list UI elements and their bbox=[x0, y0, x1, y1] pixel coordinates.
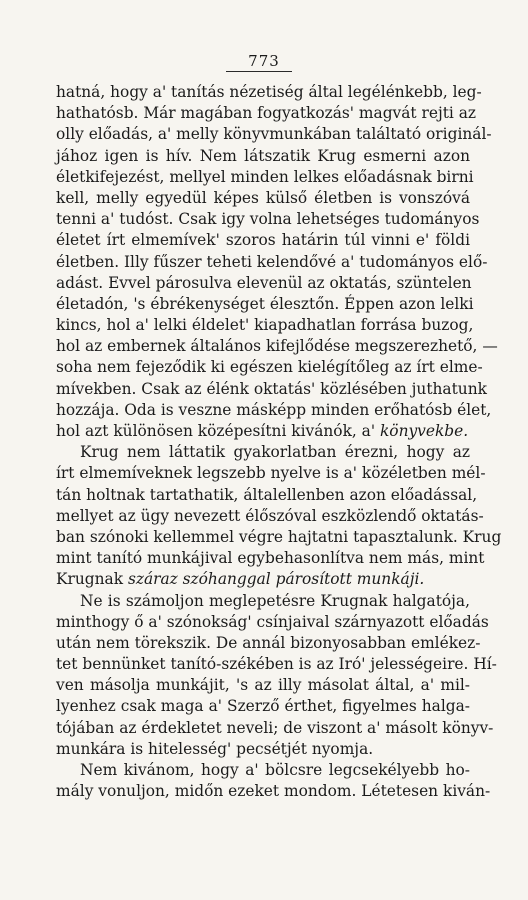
text-line-content: életet írt elmemívek' szoros határin túl vinni e' földi bbox=[56, 231, 470, 250]
text-line-content: életben. Illy fűszer teheti kelendővé a' tudományos elő- bbox=[56, 252, 488, 271]
text-line bbox=[56, 421, 470, 442]
text-line bbox=[56, 124, 492, 145]
body-text bbox=[56, 82, 502, 802]
text-line-content: hathatósb. Már magában fogyatkozás' magvát rejti az bbox=[56, 104, 477, 123]
text-line-content: után nem törekszik. De annál bizonyosabban emlékez- bbox=[56, 633, 481, 652]
text-line-content: munkára is hitelesség' pecsétjét nyomja. bbox=[56, 739, 374, 758]
text-line-content: olly előadás, a' melly könyvmunkában találtató originál- bbox=[56, 125, 492, 144]
text-line bbox=[56, 336, 498, 357]
text-line-content: jához igen is hív. Nem látszatik Krug esmerni azon bbox=[56, 146, 470, 165]
text-line-content: tenni a' tudóst. Csak igy volna lehetséges tudományos bbox=[56, 210, 480, 229]
text-line bbox=[56, 506, 484, 527]
text-line bbox=[56, 591, 470, 612]
emphasized-text: száraz szóhanggal párosított munkáji. bbox=[127, 570, 425, 589]
text-line bbox=[56, 146, 470, 167]
text-line-content: hatná, hogy a' tanítás nézetiség által legélénkebb, leg- bbox=[56, 83, 482, 101]
text-line-content: hozzája. Oda is veszne másképp minden erőhatósb élet, bbox=[56, 400, 492, 419]
emphasized-text: könyvekbe. bbox=[379, 422, 469, 440]
text-line bbox=[56, 739, 470, 760]
text-line-content: életkifejezést, mellyel minden lelkes előadásnak birni bbox=[56, 167, 474, 186]
text-line bbox=[56, 548, 485, 569]
text-line bbox=[56, 188, 470, 209]
text-line-content: írt elmemíveknek legszebb nyelve is a' közéletben mél- bbox=[56, 464, 486, 483]
text-line-content: hol az embernek általános kifejlődése megszerezhető, — bbox=[56, 337, 498, 356]
text-line bbox=[56, 463, 486, 484]
text-line-content: ban szónoki kellemmel végre hajtatni tapasztalunk. Krug bbox=[56, 527, 502, 546]
header-rule bbox=[226, 71, 292, 72]
text-line bbox=[56, 252, 488, 273]
text-line-content: adást. Evvel párosulva elevenül az oktatás, szüntelen bbox=[56, 273, 472, 292]
page-number: 773 bbox=[248, 52, 280, 70]
text-line bbox=[56, 696, 470, 717]
text-line-content: kincs, hol a' lelki éldelet' kiapadhatlan forrása buzog, bbox=[56, 316, 474, 335]
text-line bbox=[56, 103, 477, 124]
text-line bbox=[56, 315, 474, 336]
text-line bbox=[56, 654, 497, 675]
text-line-content: életadón, 's ébrékenységet élesztőn. Éppen azon lelki bbox=[56, 294, 474, 313]
text-line bbox=[56, 675, 470, 696]
text-line bbox=[56, 633, 481, 654]
text-line bbox=[56, 82, 482, 103]
text-line-content: minthogy ő a' szónokság' csínjaival szárnyazott előadás bbox=[56, 612, 489, 631]
text-line-content: mály vonuljon, midőn ezeket mondom. Létetesen kiván- bbox=[56, 782, 491, 801]
text-line-content: mint tanító munkájival egybehasonlítva nem más, mint bbox=[56, 549, 485, 568]
text-line bbox=[56, 273, 470, 294]
text-line-content: Ne is számoljon meglepetésre Krugnak halgatója, bbox=[80, 591, 470, 610]
text-line bbox=[56, 167, 474, 188]
text-line-content: Nem kivánom, hogy a' bölcsre legcsekélyebb ho- bbox=[80, 761, 470, 779]
text-line bbox=[56, 485, 478, 506]
text-line-content: tán holtnak tartathatik, általellenben azon előadással, bbox=[56, 485, 478, 504]
text-line bbox=[56, 400, 492, 421]
text-line-content: soha nem fejeződik ki egészen kielégítőleg az írt elme- bbox=[56, 358, 483, 377]
text-line-content: mívekben. Csak az élénk oktatás' közlésében juthatunk bbox=[56, 379, 487, 398]
text-line bbox=[56, 230, 470, 251]
text-line bbox=[56, 612, 489, 633]
text-line-content: kell, melly egyedül képes külső életben is vonszóvá bbox=[56, 188, 470, 207]
text-line bbox=[56, 357, 483, 378]
text-line-content: hol azt különösen középesítni kivánók, a' bbox=[56, 422, 380, 440]
text-line-content: tet bennünket tanító-székében is az Iró' jelességeire. Hí- bbox=[56, 655, 497, 674]
text-line bbox=[56, 718, 494, 739]
text-line-content: lyenhez csak maga a' Szerző érthet, figyelmes halga- bbox=[56, 697, 470, 716]
text-line bbox=[56, 379, 487, 400]
text-line-content: Krugnak bbox=[56, 570, 128, 589]
text-line-content: ven másolja munkájit, 's az illy másolat által, a' mil- bbox=[56, 676, 470, 695]
text-line-content: tójában az érdekletet neveli; de viszont a' másolt könyv- bbox=[56, 718, 494, 737]
text-line bbox=[56, 781, 491, 802]
text-line-content: Krug nem láttatik gyakorlatban érezni, hogy az bbox=[80, 443, 470, 462]
text-line-content: mellyet az ügy nevezett élőszóval eszközlendő oktatás- bbox=[56, 506, 484, 525]
text-line bbox=[56, 760, 470, 781]
text-line bbox=[56, 569, 470, 590]
text-line bbox=[56, 294, 474, 315]
text-line bbox=[56, 209, 480, 230]
text-line bbox=[56, 527, 502, 548]
text-line bbox=[56, 442, 470, 463]
